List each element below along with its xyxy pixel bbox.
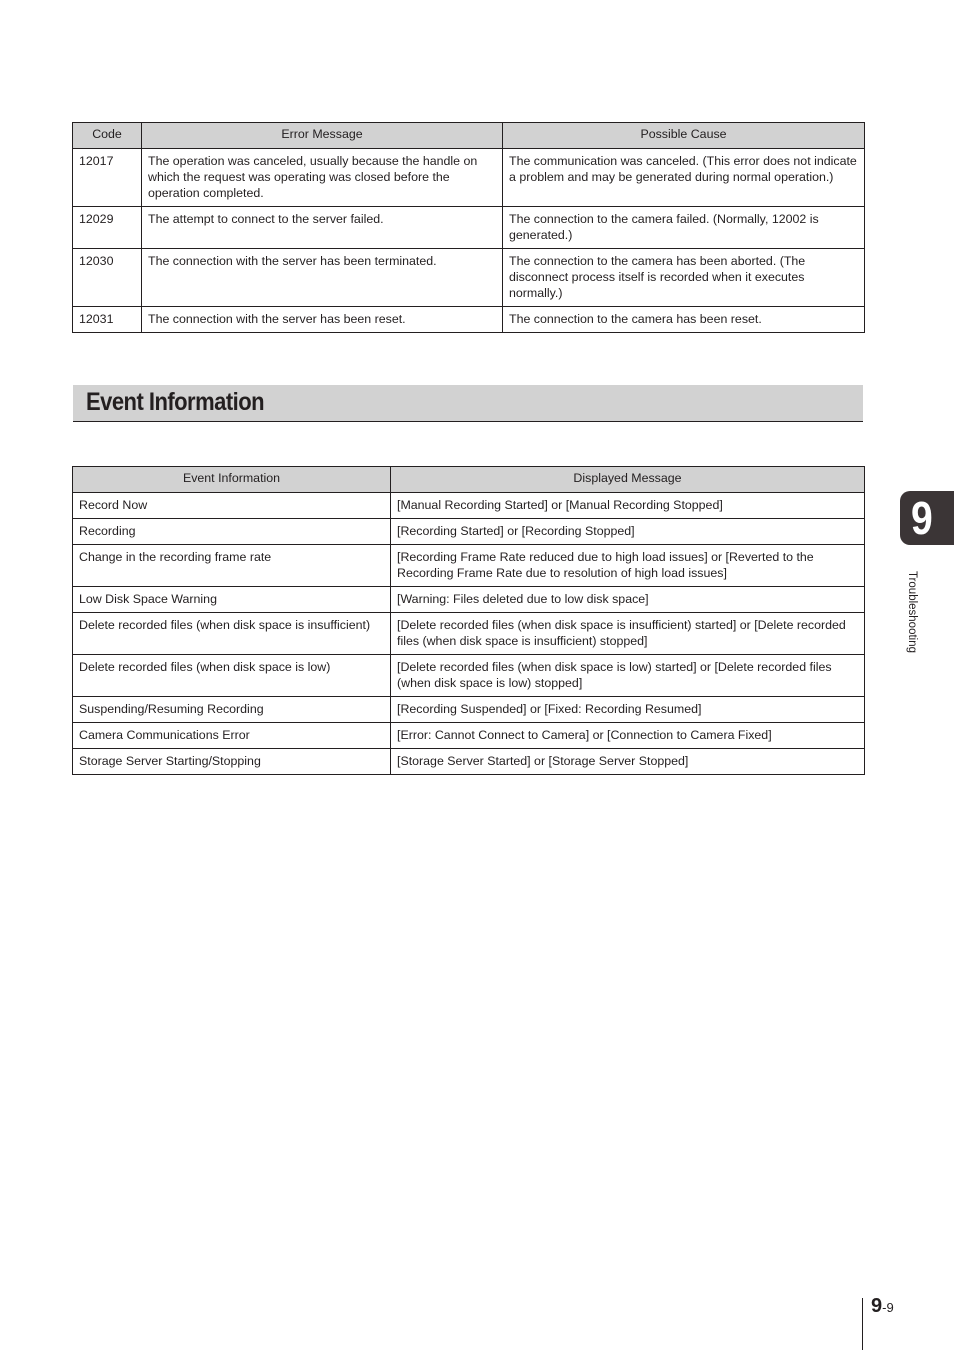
displayed-message-cell: [Warning: Files deleted due to low disk space] bbox=[391, 587, 865, 613]
event-cell: Record Now bbox=[73, 493, 391, 519]
table-row bbox=[73, 249, 865, 307]
possible-cause-cell: The communication was canceled. (This error does not indicate a problem and may be generated during normal operation.) bbox=[503, 149, 865, 207]
displayed-message-cell: [Recording Suspended] or [Fixed: Recording Resumed] bbox=[391, 697, 865, 723]
event-cell: Delete recorded files (when disk space is insufficient) bbox=[73, 613, 391, 655]
error-code-cell: 12029 bbox=[73, 207, 142, 249]
displayed-message-cell: [Recording Started] or [Recording Stopped] bbox=[391, 519, 865, 545]
event-cell: Suspending/Resuming Recording bbox=[73, 697, 391, 723]
table-row bbox=[73, 207, 865, 249]
column-header-displayed-message: Displayed Message bbox=[391, 467, 865, 493]
table-row bbox=[73, 519, 865, 545]
table-row bbox=[73, 697, 865, 723]
displayed-message-cell: [Error: Cannot Connect to Camera] or [Connection to Camera Fixed] bbox=[391, 723, 865, 749]
section-title: Event Information bbox=[86, 388, 265, 416]
error-message-cell: The connection with the server has been reset. bbox=[142, 307, 503, 333]
table-row bbox=[73, 613, 865, 655]
displayed-message-cell: [Delete recorded files (when disk space is insufficient) started] or [Delete recorded files (when disk space is insufficient) stopped] bbox=[391, 613, 865, 655]
page-number-divider bbox=[862, 1298, 863, 1350]
column-header-error-message: Error Message bbox=[142, 123, 503, 149]
event-cell: Delete recorded files (when disk space is low) bbox=[73, 655, 391, 697]
page-number bbox=[871, 1293, 894, 1321]
event-cell: Storage Server Starting/Stopping bbox=[73, 749, 391, 775]
event-cell: Camera Communications Error bbox=[73, 723, 391, 749]
possible-cause-cell: The connection to the camera failed. (Normally, 12002 is generated.) bbox=[503, 207, 865, 249]
table-row bbox=[73, 149, 865, 207]
event-cell: Low Disk Space Warning bbox=[73, 587, 391, 613]
displayed-message-cell: [Storage Server Started] or [Storage Server Stopped] bbox=[391, 749, 865, 775]
chapter-tab-number: 9 bbox=[911, 492, 933, 544]
table-row bbox=[73, 749, 865, 775]
error-code-cell: 12031 bbox=[73, 307, 142, 333]
table-row bbox=[73, 493, 865, 519]
page-number-page: -9 bbox=[882, 1300, 894, 1315]
table-header-row bbox=[73, 123, 865, 149]
chapter-tab bbox=[900, 491, 954, 545]
error-code-cell: 12017 bbox=[73, 149, 142, 207]
event-information-table bbox=[72, 466, 865, 775]
event-cell: Change in the recording frame rate bbox=[73, 545, 391, 587]
event-cell: Recording bbox=[73, 519, 391, 545]
page-number-chapter: 9 bbox=[871, 1295, 883, 1317]
table-row bbox=[73, 545, 865, 587]
table-row bbox=[73, 307, 865, 333]
column-header-code: Code bbox=[73, 123, 142, 149]
displayed-message-cell: [Manual Recording Started] or [Manual Recording Stopped] bbox=[391, 493, 865, 519]
possible-cause-cell: The connection to the camera has been aborted. (The disconnect process itself is recorded when it executes normally.) bbox=[503, 249, 865, 307]
error-code-table bbox=[72, 122, 865, 333]
section-heading-bar bbox=[73, 385, 863, 422]
column-header-event-information: Event Information bbox=[73, 467, 391, 493]
table-row bbox=[73, 655, 865, 697]
displayed-message-cell: [Delete recorded files (when disk space is low) started] or [Delete recorded files (when disk space is low) stopped] bbox=[391, 655, 865, 697]
chapter-side-label: Troubleshooting bbox=[906, 570, 918, 654]
displayed-message-cell: [Recording Frame Rate reduced due to high load issues] or [Reverted to the Recording Frame Rate due to resolution of high load issues] bbox=[391, 545, 865, 587]
column-header-possible-cause: Possible Cause bbox=[503, 123, 865, 149]
error-message-cell: The attempt to connect to the server failed. bbox=[142, 207, 503, 249]
table-row bbox=[73, 723, 865, 749]
table-row bbox=[73, 587, 865, 613]
error-message-cell: The operation was canceled, usually because the handle on which the request was operating was closed before the operation completed. bbox=[142, 149, 503, 207]
error-code-cell: 12030 bbox=[73, 249, 142, 307]
table-header-row bbox=[73, 467, 865, 493]
possible-cause-cell: The connection to the camera has been reset. bbox=[503, 307, 865, 333]
error-message-cell: The connection with the server has been terminated. bbox=[142, 249, 503, 307]
